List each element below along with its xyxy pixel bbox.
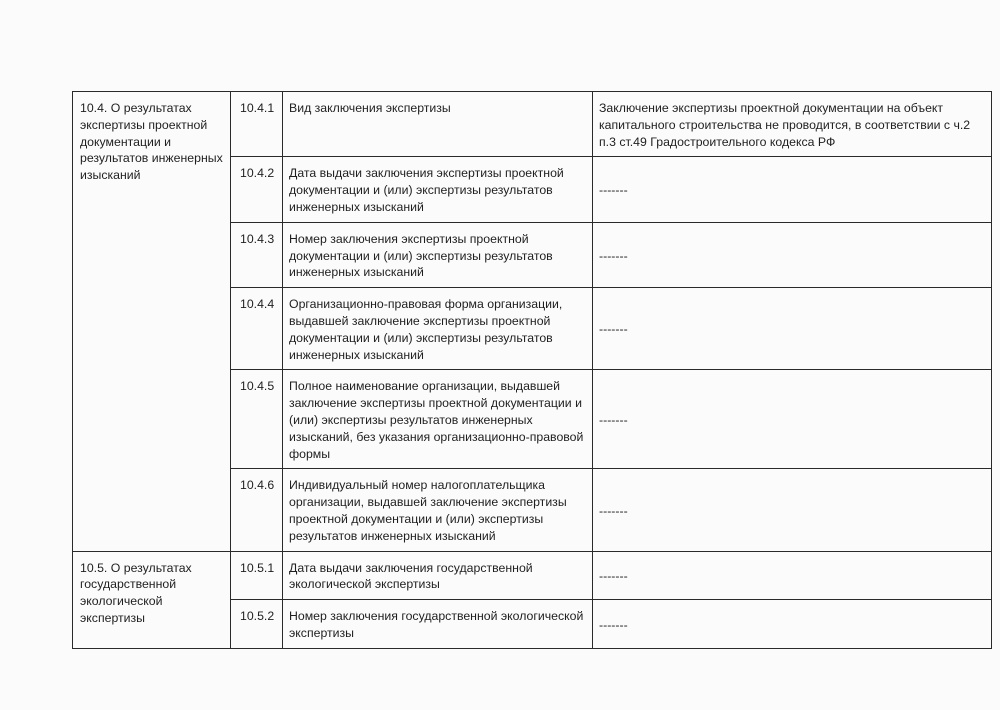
row-label: Номер заключения экспертизы проектной документации и (или) экспертизы результатов инженерных изысканий (283, 222, 593, 287)
row-label: Организационно-правовая форма организации, выдавшей заключение экспертизы проектной документации и (или) экспертизы результатов инженерных изысканий (283, 288, 593, 370)
row-value: Заключение экспертизы проектной документации на объект капитального строительства не проводится, в соответствии с ч.2 п.3 ст.49 Градостроительного кодекса РФ (593, 92, 992, 157)
row-value: ------- (593, 222, 992, 287)
row-number: 10.4.2 (231, 157, 283, 222)
row-value: ------- (593, 600, 992, 649)
row-number: 10.5.2 (231, 600, 283, 649)
table-row (73, 92, 992, 157)
row-label: Полное наименование организации, выдавшей заключение экспертизы проектной документации и (или) экспертизы результатов инженерных изысканий, без указания организационно-правовой формы (283, 370, 593, 469)
row-label: Дата выдачи заключения государственной экологической экспертизы (283, 551, 593, 600)
table-row (73, 551, 992, 600)
row-number: 10.4.1 (231, 92, 283, 157)
row-number: 10.4.6 (231, 469, 283, 551)
row-number: 10.4.3 (231, 222, 283, 287)
row-value: ------- (593, 288, 992, 370)
row-value: ------- (593, 157, 992, 222)
row-value: ------- (593, 469, 992, 551)
row-label: Номер заключения государственной экологической экспертизы (283, 600, 593, 649)
section-title-10-4: 10.4. О результатах экспертизы проектной документации и результатов инженерных изысканий (73, 92, 231, 552)
row-label: Дата выдачи заключения экспертизы проектной документации и (или) экспертизы результатов инженерных изысканий (283, 157, 593, 222)
row-number: 10.4.5 (231, 370, 283, 469)
row-label: Индивидуальный номер налогоплательщика организации, выдавшей заключение экспертизы проектной документации и (или) экспертизы результатов инженерных изысканий (283, 469, 593, 551)
row-number: 10.4.4 (231, 288, 283, 370)
row-number: 10.5.1 (231, 551, 283, 600)
row-value: ------- (593, 551, 992, 600)
expertise-table (72, 91, 992, 649)
row-label: Вид заключения экспертизы (283, 92, 593, 157)
row-value: ------- (593, 370, 992, 469)
section-title-10-5: 10.5. О результатах государственной экологической экспертизы (73, 551, 231, 648)
